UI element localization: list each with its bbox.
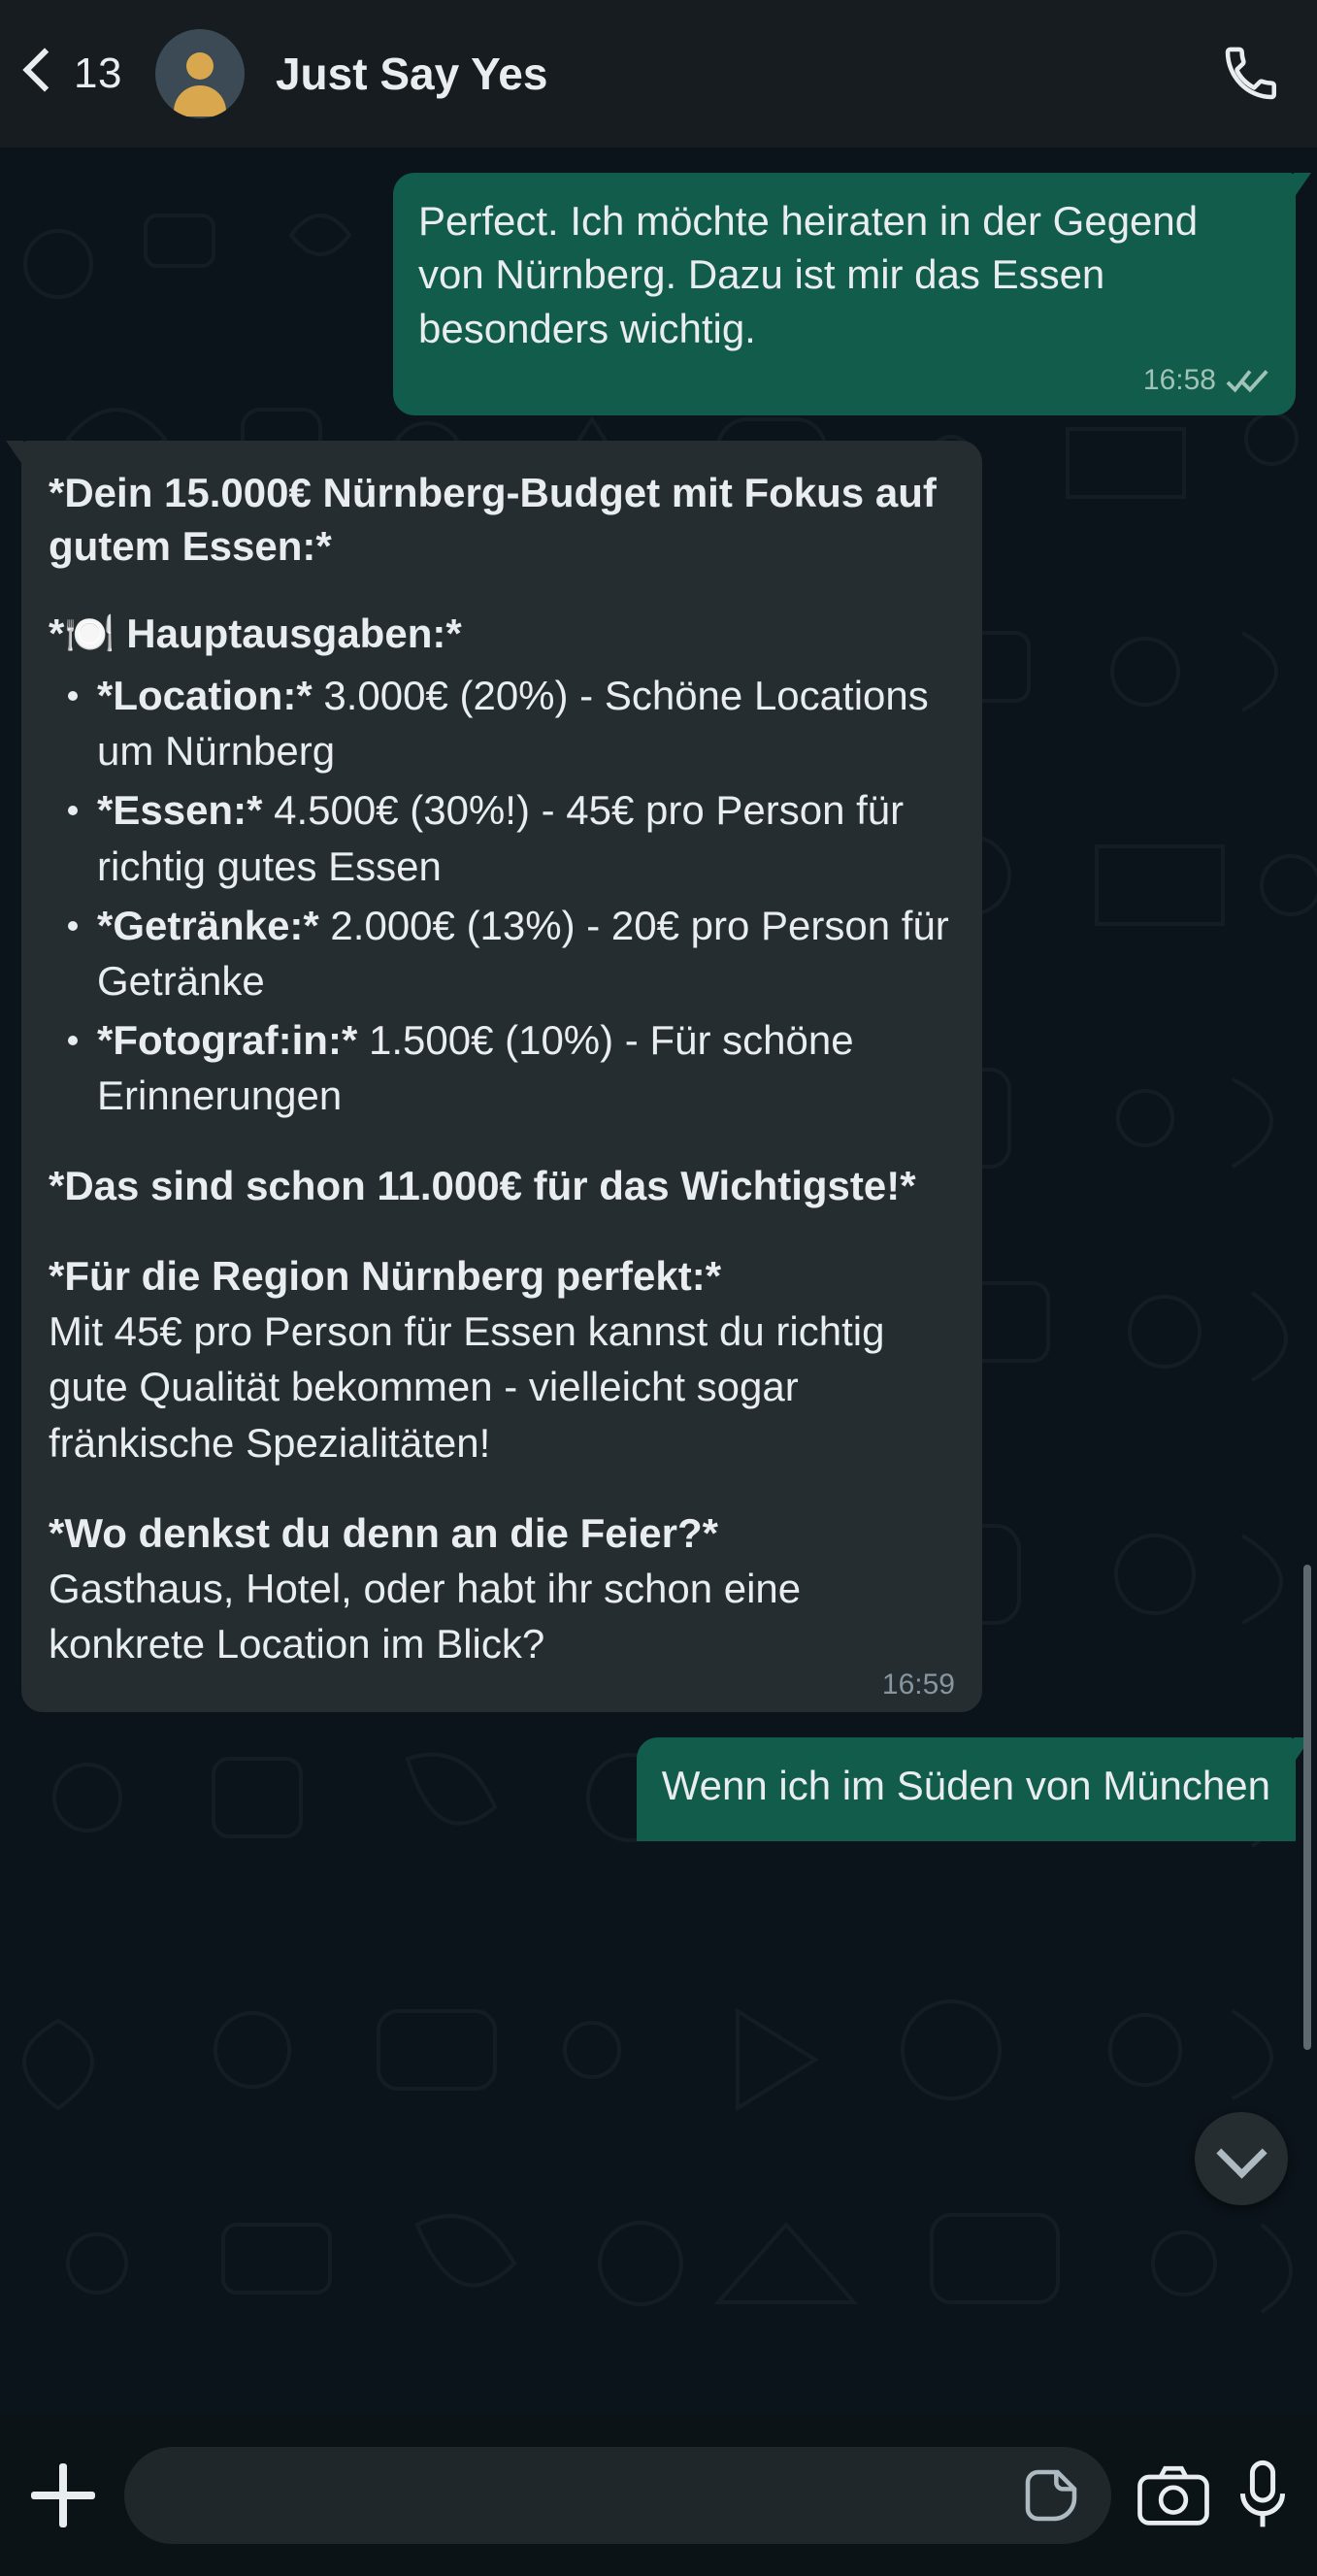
message-time: 16:59 bbox=[881, 1668, 955, 1701]
chevron-down-icon[interactable] bbox=[1216, 2128, 1267, 2178]
plus-icon[interactable] bbox=[27, 2460, 99, 2531]
message-text: Perfect. Ich möchte heiraten in der Gegend von Nürnberg. Dazu ist mir das Essen besonders wichtig. bbox=[418, 198, 1209, 351]
region-text: Mit 45€ pro Person für Essen kannst du richtig gute Qualität bekommen - vielleicht sogar fränkische Spezialitäten! bbox=[49, 1308, 885, 1466]
message-row bbox=[21, 173, 1296, 415]
camera-icon[interactable] bbox=[1136, 2461, 1210, 2529]
question-heading: *Wo denkst du denn an die Feier?* bbox=[49, 1509, 718, 1556]
list-item-label: *Essen:* bbox=[97, 787, 263, 834]
list-item bbox=[97, 782, 955, 893]
list-item-label: *Getränke:* bbox=[97, 902, 319, 948]
message-row bbox=[21, 441, 1296, 1712]
avatar-body bbox=[174, 85, 226, 116]
expense-list bbox=[49, 668, 955, 1123]
back-button[interactable] bbox=[21, 47, 122, 101]
budget-header: *Dein 15.000€ Nürnberg-Budget mit Fokus auf gutem Essen:* bbox=[49, 469, 937, 570]
avatar-head bbox=[186, 52, 214, 80]
list-item-label: *Fotograf:in:* bbox=[97, 1016, 358, 1063]
message-row bbox=[21, 1737, 1296, 1841]
message-bubble-outgoing[interactable] bbox=[393, 173, 1296, 415]
message-text: Wenn ich im Süden von München bbox=[661, 1762, 1270, 1808]
phone-call-icon[interactable] bbox=[1220, 43, 1282, 105]
scrollbar[interactable] bbox=[1303, 1565, 1311, 2050]
list-item-value: 3.000€ (20%) - Schöne Locations um Nürnberg bbox=[97, 673, 929, 775]
message-meta bbox=[418, 361, 1270, 400]
microphone-icon[interactable] bbox=[1235, 2459, 1290, 2532]
message-input[interactable] bbox=[124, 2447, 1111, 2544]
unread-count-badge: 13 bbox=[74, 50, 122, 97]
chevron-left-icon[interactable] bbox=[21, 47, 60, 101]
summary-total: *Das sind schon 11.000€ für das Wichtigste!* bbox=[49, 1163, 916, 1209]
question-text: Gasthaus, Hotel, oder habt ihr schon eine konkrete Location im Blick? bbox=[49, 1565, 802, 1667]
section-title-main-expenses: *🍽️ Hauptausgaben:* bbox=[49, 610, 462, 656]
sticker-icon[interactable] bbox=[1020, 2464, 1082, 2526]
page-title[interactable]: Just Say Yes bbox=[275, 49, 548, 99]
list-item bbox=[97, 898, 955, 1008]
list-item bbox=[97, 668, 955, 778]
read-receipt-icon bbox=[1226, 367, 1270, 394]
region-heading: *Für die Region Nürnberg perfekt:* bbox=[49, 1253, 722, 1300]
message-composer bbox=[0, 2415, 1317, 2576]
messages-container bbox=[0, 173, 1317, 1841]
message-list[interactable] bbox=[0, 148, 1317, 2415]
message-bubble-outgoing-partial[interactable] bbox=[637, 1737, 1296, 1841]
message-time: 16:58 bbox=[1142, 364, 1216, 397]
list-item-value: 4.500€ (30%!) - 45€ pro Person für richtig gutes Essen bbox=[97, 787, 905, 889]
list-item-value: 1.500€ (10%) - Für schöne Erinnerungen bbox=[97, 1016, 854, 1118]
list-item-label: *Location:* bbox=[97, 673, 313, 719]
message-bubble-incoming[interactable] bbox=[21, 441, 982, 1712]
chat-header bbox=[0, 0, 1317, 148]
list-item-value: 2.000€ (13%) - 20€ pro Person für Getränke bbox=[97, 902, 949, 1004]
list-item bbox=[97, 1012, 955, 1123]
avatar[interactable] bbox=[155, 29, 245, 118]
scroll-to-bottom-button[interactable] bbox=[1195, 2112, 1288, 2205]
